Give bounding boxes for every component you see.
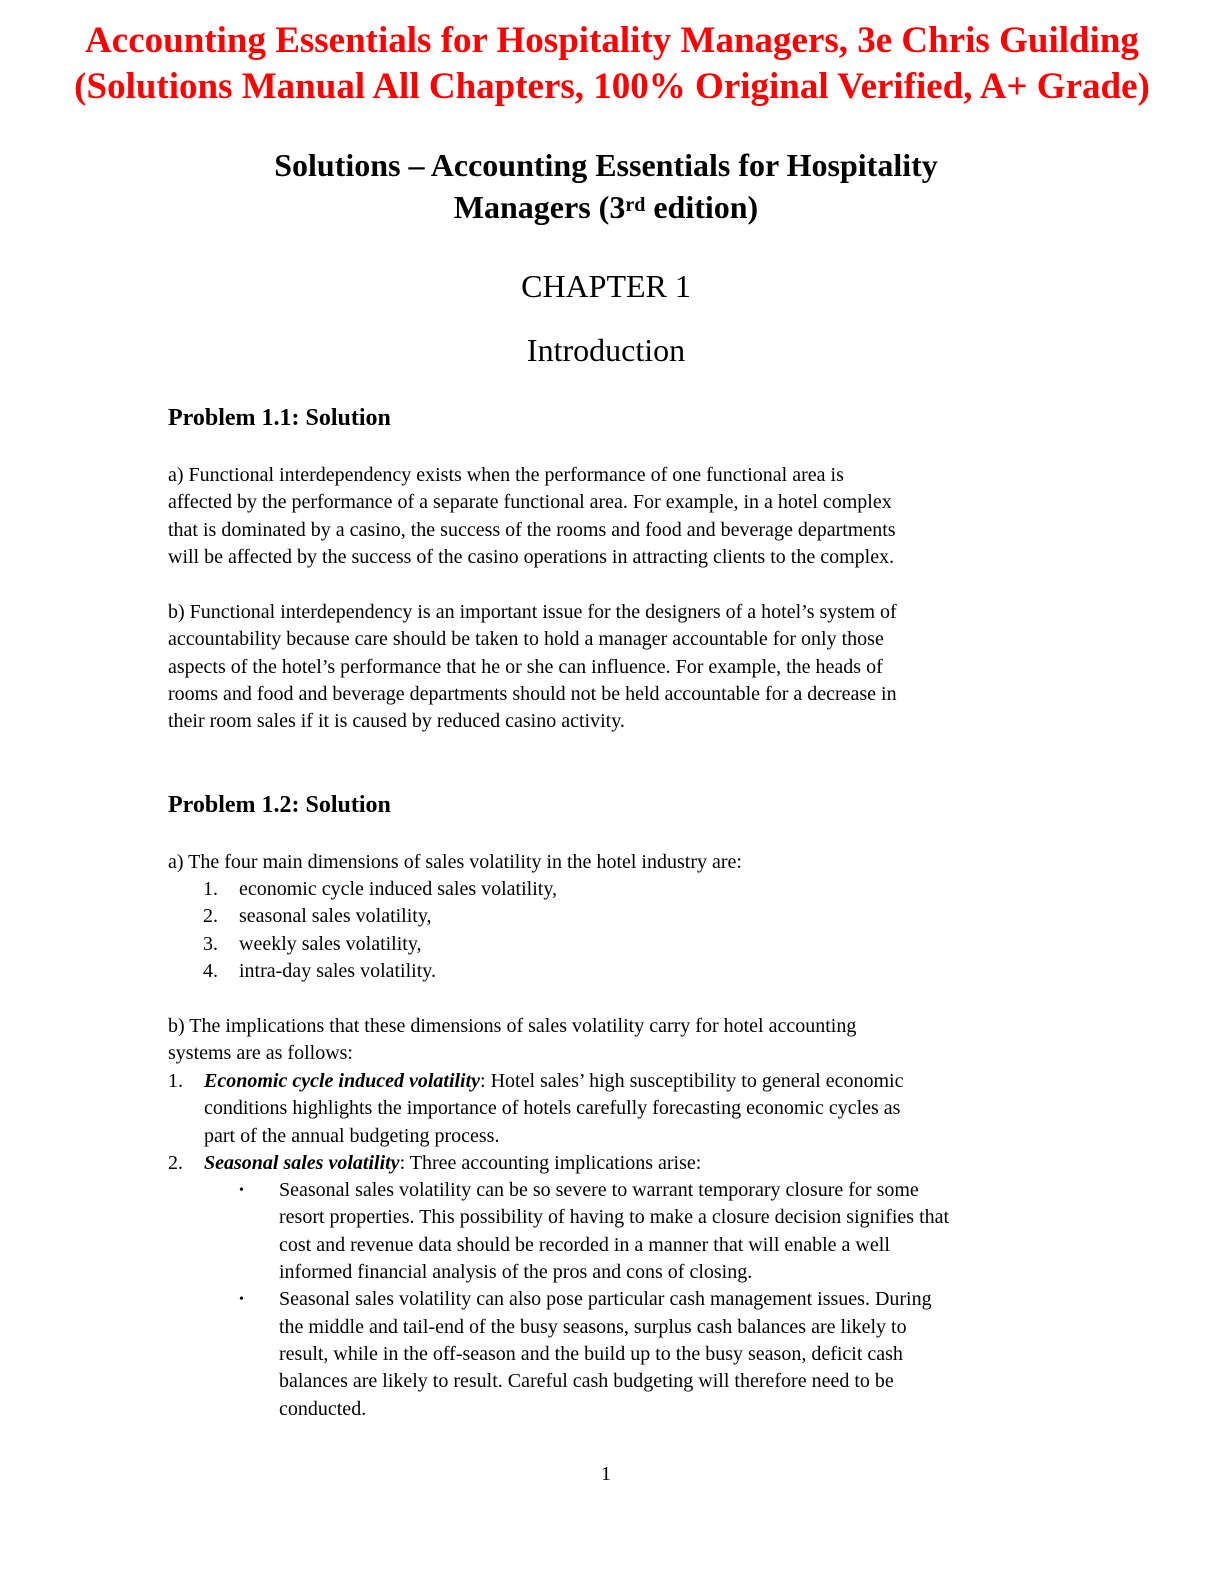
title-line-2-start: Managers (3 (453, 189, 626, 225)
page-number: 1 (601, 1463, 611, 1485)
title-line-2-end: edition) (645, 189, 759, 225)
title-superscript: rd (625, 194, 646, 216)
paragraph-line: accountability because care should be taken to hold a manager accountable for only those (168, 628, 884, 651)
list-text: conditions highlights the importance of hotels carefully forecasting economic cycles as (204, 1097, 901, 1120)
problem-1-2-heading: Problem 1.2: Solution (168, 792, 391, 818)
bullet-text: Seasonal sales volatility can also pose particular cash management issues. During (279, 1288, 932, 1311)
list-term: Economic cycle induced volatility (204, 1070, 481, 1092)
problem-1-1-part-b (168, 599, 1044, 735)
list-item (168, 876, 1044, 903)
list-number: 2. (168, 1151, 183, 1174)
list-term: Seasonal sales volatility (204, 1151, 400, 1174)
bullet-item (239, 1286, 1044, 1422)
bullet-text: resort properties. This possibility of having to make a closure decision signifies that (279, 1206, 950, 1229)
list-text: : Hotel sales’ high susceptibility to general economic (480, 1070, 904, 1092)
paragraph-line: rooms and food and beverage departments should not be held accountable for a decrease in (168, 682, 897, 705)
dimensions-list (168, 876, 1044, 985)
list-number: 3. (203, 932, 218, 955)
list-text: part of the annual budgeting process. (204, 1124, 500, 1147)
paragraph-line: their room sales if it is caused by reduced casino activity. (168, 710, 625, 733)
bullet-icon: • (239, 1183, 244, 1199)
bullet-item (239, 1177, 1044, 1286)
list-text: economic cycle induced sales volatility, (239, 878, 558, 900)
problem-1-2-part-b-intro (168, 1013, 1044, 1068)
paragraph-line: that is dominated by a casino, the success of the rooms and food and beverage departments (168, 518, 896, 541)
document-title (0, 144, 1212, 228)
problem-1-1-heading: Problem 1.1: Solution (168, 405, 391, 431)
list-item (168, 958, 1044, 985)
paragraph-line: b) Functional interdependency is an important issue for the designers of a hotel’s system of (168, 601, 897, 623)
chapter-label: CHAPTER 1 (521, 268, 691, 304)
list-item-seasonal (168, 1150, 1044, 1423)
bullet-icon: • (239, 1292, 244, 1308)
implications-list (168, 1068, 1044, 1423)
list-text: weekly sales volatility, (239, 932, 422, 955)
paragraph-line: aspects of the hotel’s performance that he or she can influence. For example, the heads of (168, 655, 883, 678)
paragraph-line: a) Functional interdependency exists when the performance of one functional area is (168, 464, 844, 486)
list-text: intra-day sales volatility. (239, 959, 436, 982)
bullet-text: result, while in the off-season and the build up to the busy season, deficit cash (279, 1342, 903, 1365)
list-item (168, 903, 1044, 930)
title-line-2 (0, 186, 1212, 228)
bullet-text: conducted. (279, 1397, 367, 1420)
bullet-text: Seasonal sales volatility can be so severe to warrant temporary closure for some (279, 1179, 919, 1202)
list-number: 2. (203, 905, 218, 928)
title-line-1: Solutions – Accounting Essentials for Hospitality (274, 147, 938, 183)
bullet-text: cost and revenue data should be recorded in a manner that will enable a well (279, 1233, 890, 1256)
banner-line-2: (Solutions Manual All Chapters, 100% Original Verified, A+ Grade) (74, 66, 1150, 107)
problem-1-2-part-a-intro: a) The four main dimensions of sales volatility in the hotel industry are: (168, 851, 742, 873)
list-text: : Three accounting implications arise: (399, 1151, 702, 1174)
bullet-text: informed financial analysis of the pros and cons of closing. (279, 1261, 753, 1284)
list-number: 4. (203, 959, 218, 982)
chapter-name: Introduction (526, 332, 686, 368)
list-number: 1. (203, 878, 218, 900)
bullet-text: balances are likely to result. Careful cash budgeting will therefore need to be (279, 1370, 894, 1393)
paragraph-line: affected by the performance of a separate functional area. For example, in a hotel complex (168, 491, 892, 514)
problem-1-1-part-a (168, 462, 1044, 571)
list-item-economic-cycle (168, 1068, 1044, 1150)
list-text: seasonal sales volatility, (239, 905, 432, 928)
banner-line-1: Accounting Essentials for Hospitality Managers, 3e Chris Guilding (85, 20, 1139, 61)
paragraph-line: systems are as follows: (168, 1042, 353, 1065)
paragraph-line: b) The implications that these dimensions of sales volatility carry for hotel accounting (168, 1015, 857, 1037)
paragraph-line: will be affected by the success of the casino operations in attracting clients to the complex. (168, 545, 895, 568)
seasonal-bullets (239, 1177, 1044, 1423)
list-number: 1. (168, 1070, 183, 1092)
list-item (168, 931, 1044, 958)
bullet-text: the middle and tail-end of the busy seasons, surplus cash balances are likely to (279, 1315, 907, 1338)
document-banner (0, 18, 1224, 110)
